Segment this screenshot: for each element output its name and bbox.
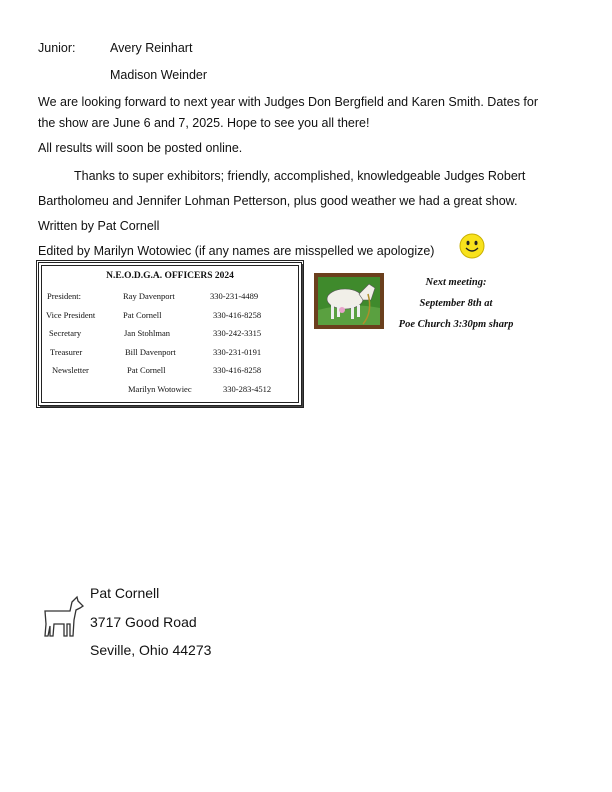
address-street: 3717 Good Road bbox=[90, 614, 197, 630]
smiley-face-icon bbox=[459, 233, 485, 259]
goat-icon bbox=[42, 594, 86, 640]
officer-phone: 330-231-0191 bbox=[213, 346, 262, 357]
officer-role: Treasurer bbox=[50, 346, 83, 357]
officer-phone: 330-231-4489 bbox=[210, 291, 259, 301]
paragraph-thanks: Bartholomeu and Jennifer Lohman Petterson, plus good weather we had a great show. bbox=[38, 194, 518, 208]
address-name: Pat Cornell bbox=[90, 585, 160, 601]
officer-phone: 330-416-8258 bbox=[213, 365, 262, 376]
officer-role: President: bbox=[47, 291, 81, 301]
paragraph-next-year: We are looking forward to next year with Judges Don Bergfield and Karen Smith. Dates for bbox=[38, 95, 539, 109]
officer-role: Vice President bbox=[46, 309, 96, 320]
officers-box bbox=[38, 262, 302, 406]
junior-name: Madison Weinder bbox=[110, 68, 208, 82]
officer-phone: 330-283-4512 bbox=[223, 384, 272, 394]
address-city: Seville, Ohio 44273 bbox=[90, 642, 212, 658]
edited-by: Edited by Marilyn Wotowiec (if any names are misspelled we apologize) bbox=[38, 244, 435, 258]
written-by: Written by Pat Cornell bbox=[38, 219, 160, 233]
meeting-date: September 8th at bbox=[419, 298, 493, 309]
junior-name: Avery Reinhart bbox=[110, 41, 193, 55]
officer-phone: 330-242-3315 bbox=[213, 328, 262, 339]
paragraph-results: All results will soon be posted online. bbox=[38, 141, 243, 155]
officer-name: Jan Stohlman bbox=[124, 328, 171, 339]
junior-label: Junior: bbox=[38, 41, 76, 55]
officer-role: Newsletter bbox=[52, 365, 89, 376]
officer-phone: 330-416-8258 bbox=[213, 309, 262, 320]
officer-name: Ray Davenport bbox=[123, 291, 175, 301]
meeting-location: Poe Church 3:30pm sharp bbox=[398, 319, 514, 330]
officer-name: Marilyn Wotowiec bbox=[128, 384, 192, 394]
officer-name: Pat Cornell bbox=[127, 365, 166, 376]
paragraph-thanks: Thanks to super exhibitors; friendly, accomplished, knowledgeable Judges Robert bbox=[74, 169, 526, 183]
paragraph-next-year: the show are June 6 and 7, 2025. Hope to see you all there! bbox=[38, 116, 370, 130]
officer-name: Pat Cornell bbox=[123, 309, 162, 320]
officer-role: Secretary bbox=[49, 328, 82, 339]
meeting-heading: Next meeting: bbox=[425, 277, 487, 288]
officers-title: N.E.O.D.G.A. OFFICERS 2024 bbox=[106, 271, 234, 281]
officer-name: Bill Davenport bbox=[125, 346, 176, 357]
